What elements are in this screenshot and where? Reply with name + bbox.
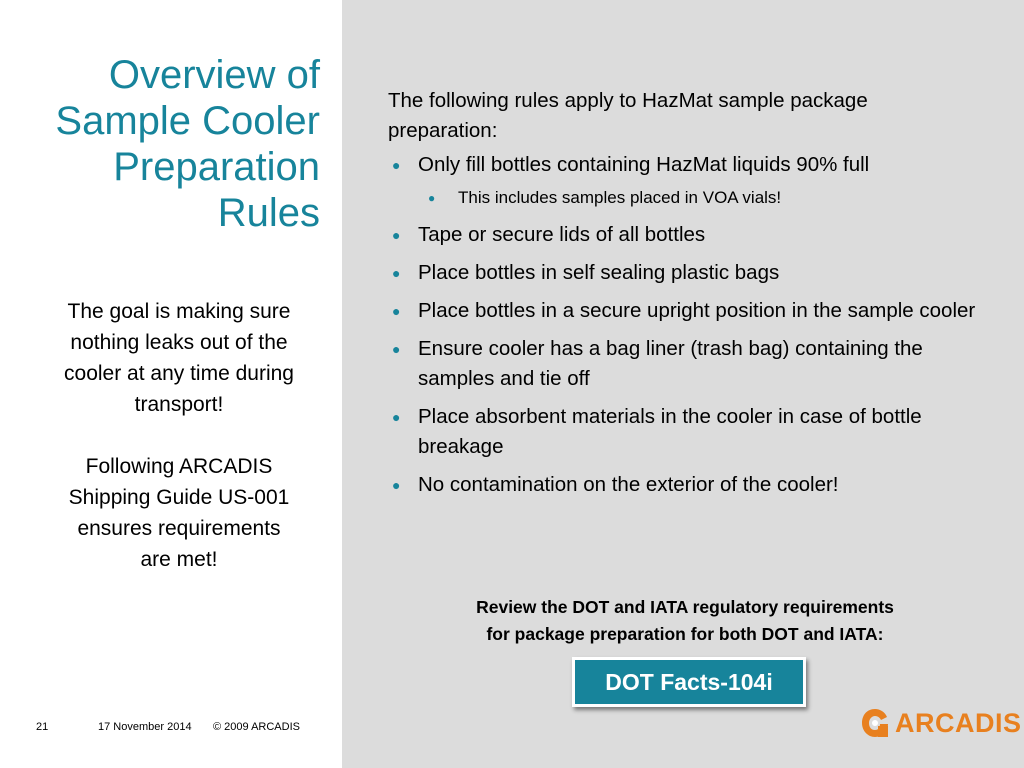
rule-text: Place bottles in self sealing plastic bags [418,261,780,284]
rule-text: Place bottles in a secure upright position in the sample cooler [418,299,976,322]
rule-text: Place absorbent materials in the cooler in case of bottle breakage [418,405,922,458]
dot-facts-button-label: DOT Facts-104i [605,668,773,695]
slide-title-line: Preparation [113,145,320,189]
rule-text: Tape or secure lids of all bottles [418,223,706,246]
slide-title-line: Sample Cooler [55,99,320,143]
rule-text: No contamination on the exterior of the cooler! [418,473,839,496]
rules-intro [388,86,998,146]
rule-text: Ensure cooler has a bag liner (trash bag) containing the samples and tie off [418,337,923,390]
rules-intro-line: The following rules apply to HazMat sample package [388,89,868,112]
rule-text: Only fill bottles containing HazMat liquids 90% full [418,153,870,176]
shipping-guide-line: Shipping Guide US-001 [68,486,290,509]
page-number: 21 [36,721,49,733]
bullet-dot-icon: ● [392,227,401,243]
goal-statement-line: The goal is making sure [67,300,291,323]
arcadis-logo-mark-icon [860,707,890,739]
review-line: Review the DOT and IATA regulatory requirements [476,597,894,617]
rule-item [388,150,998,180]
rule-sub-item [388,186,998,210]
bullet-dot-icon: ● [392,303,401,319]
rules-content [388,86,998,508]
bullet-dot-icon: ● [392,409,401,425]
shipping-guide-line: Following ARCADIS [85,455,273,478]
goal-statement [20,296,338,420]
rule-item [388,402,998,462]
bullet-dot-icon: ● [392,265,401,281]
rule-item [388,258,998,288]
goal-statement-line: transport! [134,393,224,416]
rule-sub-text: This includes samples placed in VOA vials! [458,188,782,207]
bullet-dot-icon: ● [392,477,401,493]
bullet-dot-icon: ● [392,157,401,173]
rules-intro-line: preparation: [388,119,498,142]
bullet-dot-icon: ● [428,191,436,205]
rule-item [388,220,998,250]
dot-facts-button[interactable] [572,657,806,707]
bullet-dot-icon: ● [392,341,401,357]
slide-title-line: Rules [217,191,320,235]
shipping-guide-line: are met! [140,548,218,571]
rule-item [388,470,998,500]
rule-item [388,296,998,326]
goal-statement-line: nothing leaks out of the [70,331,288,354]
arcadis-logo-text: ARCADIS [895,707,1022,738]
review-line: for package preparation for both DOT and IATA: [486,624,884,644]
shipping-guide-line: ensures requirements [77,517,281,540]
rule-item [388,334,998,394]
slide-title [10,52,320,236]
footer-copyright: © 2009 ARCADIS [213,721,300,733]
rules-list [388,150,998,500]
goal-statement-line: cooler at any time during [64,362,294,385]
shipping-guide-statement [20,451,338,575]
footer-date: 17 November 2014 [98,721,192,733]
review-requirements-note [360,594,1010,648]
slide-title-line: Overview of [108,53,320,97]
arcadis-logo [860,705,1022,741]
